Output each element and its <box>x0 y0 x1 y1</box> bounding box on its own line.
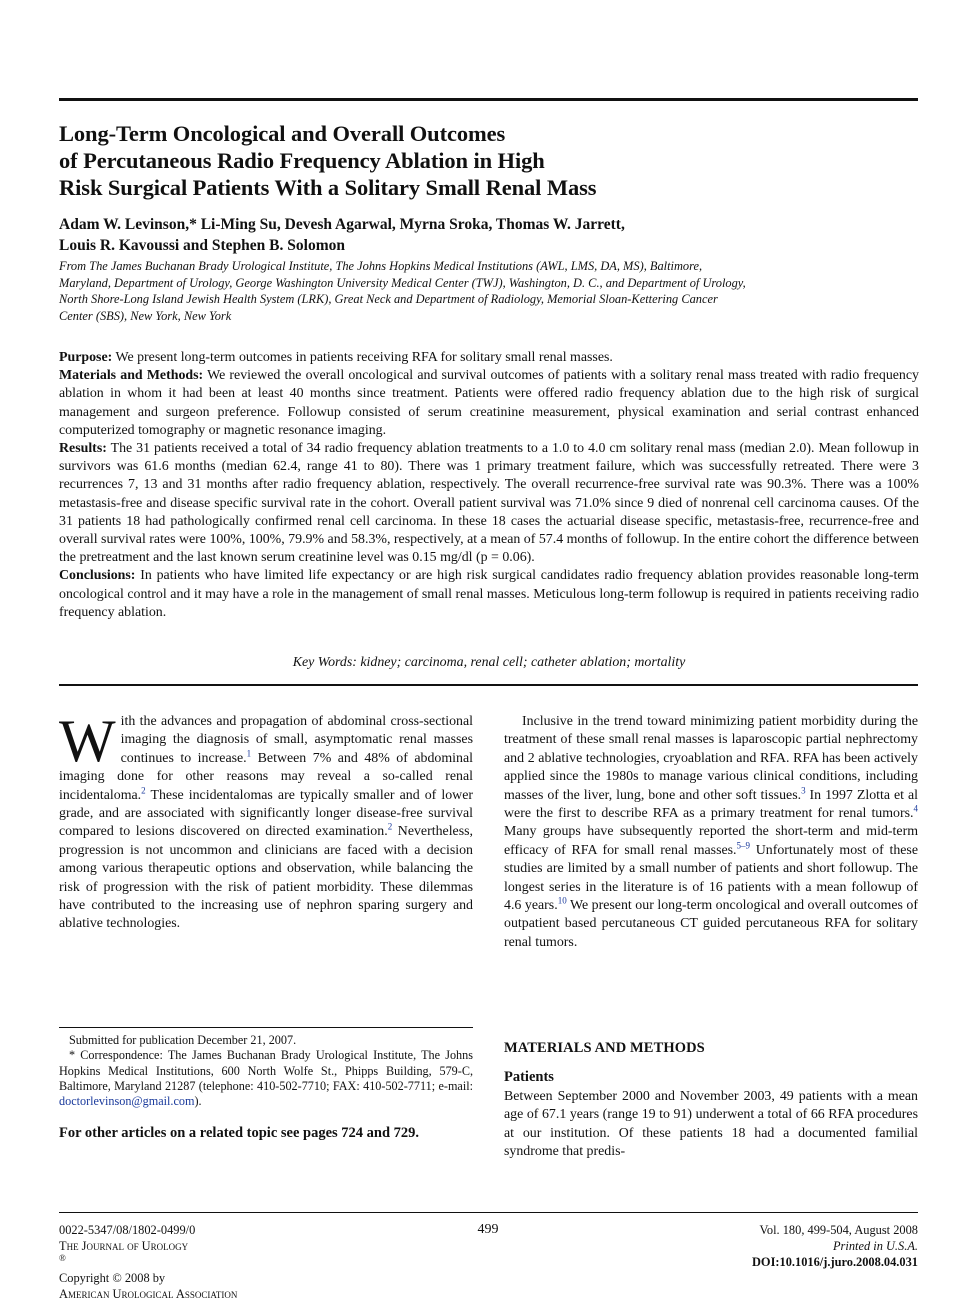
abstract-results <box>59 440 919 567</box>
printed-in: Printed in U.S.A. <box>832 1239 918 1253</box>
author-line: Louis R. Kavoussi and Stephen B. Solomon <box>59 237 345 254</box>
affiliations <box>59 258 919 324</box>
abstract-conclusions-label: Conclusions: <box>59 568 136 584</box>
footer-right <box>752 1222 918 1270</box>
issn: 0022-5347/08/1802-0499/0 <box>59 1223 196 1237</box>
journal-name: The Journal of Urology <box>59 1239 189 1253</box>
abstract-conclusions <box>59 567 919 622</box>
reference-link[interactable]: 3 <box>801 785 806 795</box>
title-line: of Percutaneous Radio Frequency Ablation in High <box>59 148 545 173</box>
body-right-column <box>504 713 918 952</box>
article-title <box>59 120 779 201</box>
body-left-column <box>59 708 473 934</box>
key-words: Key Words: kidney; carcinoma, renal cell; catheter ablation; mortality <box>292 655 686 670</box>
intro-text: In 1997 Zlotta et al were the first to describe RFA as a primary treatment for renal tumors. <box>504 787 918 822</box>
abstract-divider <box>59 684 918 686</box>
abstract-results-label: Results: <box>59 441 107 457</box>
intro-paragraph <box>59 708 473 934</box>
reference-link[interactable]: 4 <box>913 803 918 814</box>
intro-text: Unfortunately most of these studies are limited by a small number of patients and short followup. The longest series in the literature is of 16 patients with a mean followup of 4.6 years. <box>504 842 918 914</box>
related-articles-note: For other articles on a related topic see pages 724 and 729. <box>59 1125 420 1141</box>
affiliation-line: From The James Buchanan Brady Urological Institute, The Johns Hopkins Medical Institutions (AWL, LMS, DA, MS), Baltimore, <box>59 259 703 273</box>
reference-link[interactable]: 1 <box>246 748 252 759</box>
affiliation-line: Maryland, Department of Urology, George Washington University Medical Center (TWJ), Washington, D. C., and Department of Urology, <box>59 275 746 290</box>
intro-text: Many groups have subsequently reported the short-term and mid-term efficacy of RFA for small renal masses. <box>504 824 918 858</box>
title-line: Risk Surgical Patients With a Solitary Small Renal Mass <box>59 175 597 200</box>
abstract-purpose-text: We present long-term outcomes in patients receiving RFA for solitary small renal masses. <box>112 350 613 365</box>
subsection-heading-patients: Patients <box>504 1069 554 1085</box>
copyright-line <box>59 1270 237 1302</box>
intro-text: ith the advances and propagation of abdominal cross-sectional imaging the diagnosis of small, asymptomatic renal masses continues to increase. <box>120 714 473 766</box>
affiliation-line: North Shore-Long Island Jewish Health System (LRK), Great Neck and Department of Radiology, Memorial Sloan-Kettering Cancer <box>59 292 718 306</box>
journal-name-line <box>59 1238 237 1270</box>
correspondence-text: * Correspondence: The James Buchanan Brady Urological Institute, The Johns Hopkins Medical Institutions, 600 North Wolfe St., Phipps Building, 579-C, Baltimore, Maryland 21287 (telephone: 410-502-7710; FAX: 410-502-7711; e-mail: <box>59 1048 473 1093</box>
abstract-purpose <box>59 349 919 367</box>
drop-cap: W <box>59 708 116 774</box>
correspondence-note <box>59 1048 473 1109</box>
footer-rule <box>59 1212 918 1213</box>
abstract-methods <box>59 367 919 440</box>
intro-text: Between 7% and 48% of abdominal imaging done for other reasons may reveal a so-called renal incidentaloma. <box>59 750 473 803</box>
reference-link[interactable]: 2 <box>141 785 146 795</box>
copyright-text: Copyright © 2008 by <box>59 1271 166 1285</box>
registered-mark: ® <box>59 1252 66 1263</box>
association-name: American Urological Association <box>59 1287 238 1301</box>
doi[interactable]: DOI:10.1016/j.juro.2008.04.031 <box>751 1255 918 1269</box>
volume-info: Vol. 180, 499-504, August 2008 <box>759 1223 918 1237</box>
title-line: Long-Term Oncological and Overall Outcomes <box>59 121 506 146</box>
affiliation-line: Center (SBS), New York, New York <box>59 308 232 323</box>
abstract-results-text: The 31 patients received a total of 34 radio frequency ablation treatments to a 1.0 to 4.0 cm solitary renal mass (median 2.0). Mean followup in survivors was 61.6 months (median 62.4, range 41 to 80). There was 1 primary treatment failure, which was successfully retreated. There were 3 recurrences 7, 13 and 31 months after radio frequency ablation, respectively. The overall recurrence-free survival rate was 90.3%. There was a 100% metastasis-free and disease specific survival rate in the cohort. Overall patient survival was 71.0% since 9 died of nonrenal cell carcinoma causes. Of the 31 patients 18 had pathologically confirmed renal cell carcinoma. In these 18 cases the actuarial disease specific, metastasis-free, recurrence-free and overall survival rates were 100%, 100%, 79.9% and 58.3%, respectively, at a mean of 57.4 months of followup. In the entire cohort the difference between the pretreatment and the last known serum creatinine level was 0.15 mg/dl (p = 0.06). <box>59 441 919 566</box>
intro-paragraph-2 <box>504 713 918 952</box>
author-line: Adam W. Levinson,* Li-Ming Su, Devesh Agarwal, Myrna Sroka, Thomas W. Jarrett, <box>59 216 625 233</box>
author-list <box>59 214 919 256</box>
patients-paragraph: Between September 2000 and November 2003, 49 patients with a mean age of 67.1 years (range 19 to 91) underwent a total of 66 RFA procedures at our institution. Of these patients 18 had a documented familial syndrome that predis- <box>504 1089 918 1160</box>
reference-link[interactable]: 5–9 <box>736 840 751 851</box>
page-number: 499 <box>477 1222 499 1237</box>
submitted-note: Submitted for publication December 21, 2007. <box>69 1033 297 1047</box>
abstract-purpose-label: Purpose: <box>59 350 113 365</box>
intro-text: Nevertheless, progression is not uncommon and clinicians are faced with a decision among various therapeutic options and observation, while balancing the risk of progression with the risk of patient morbidity. These dilemmas have contributed to the increasing use of nephron sparing surgery and ablative technologies. <box>59 824 473 932</box>
abstract <box>59 349 919 622</box>
intro-text: We present our long-term oncological and overall outcomes of outpatient based percutaneous CT guided percutaneous RFA for solitary renal tumors. <box>504 898 918 950</box>
abstract-methods-text: We reviewed the overall oncological and survival outcomes of patients with a solitary renal mass treated with radio frequency ablation in whom it had been at least 40 months since treatment. Patients were offered radio frequency ablation due to the high risk of surgical management and surgeon preference. Followup consisted of serum creatinine measurement, physical examination and serial contrast enhanced computerized tomography or magnetic resonance imaging. <box>59 368 919 438</box>
reference-link[interactable]: 10 <box>557 895 567 906</box>
footnotes <box>59 1033 473 1109</box>
intro-text: Inclusive in the trend toward minimizing patient morbidity during the treatment of these small renal masses is laparoscopic partial nephrectomy and 2 ablative technologies, cryoablation and RFA. RFA has been actively applied since the 1980s to manage various clinical conditions, including masses of the liver, lung, bone and other soft tissues. <box>504 714 918 803</box>
intro-text: These incidentalomas are typically smaller and of lower grade, and are associated with significantly longer disease-free survival compared to lesions discovered on directed examination. <box>59 787 473 840</box>
correspondence-close: ). <box>194 1094 202 1109</box>
footnote-rule <box>59 1027 473 1028</box>
section-heading-materials-methods: MATERIALS AND METHODS <box>504 1040 705 1056</box>
reference-link[interactable]: 2 <box>387 821 393 832</box>
abstract-conclusions-text: In patients who have limited life expectancy or are high risk surgical candidates radio frequency ablation provides reasonable long-term oncological control and it may have a role in the management of small renal masses. Meticulous long-term followup is required in patients receiving radio frequency ablation. <box>59 568 919 620</box>
abstract-methods-label: Materials and Methods: <box>59 368 204 384</box>
email-link[interactable]: doctorlevinson@gmail.com <box>59 1094 195 1109</box>
footer-left <box>59 1222 237 1302</box>
top-rule <box>59 98 918 101</box>
patients-section <box>504 1088 918 1162</box>
